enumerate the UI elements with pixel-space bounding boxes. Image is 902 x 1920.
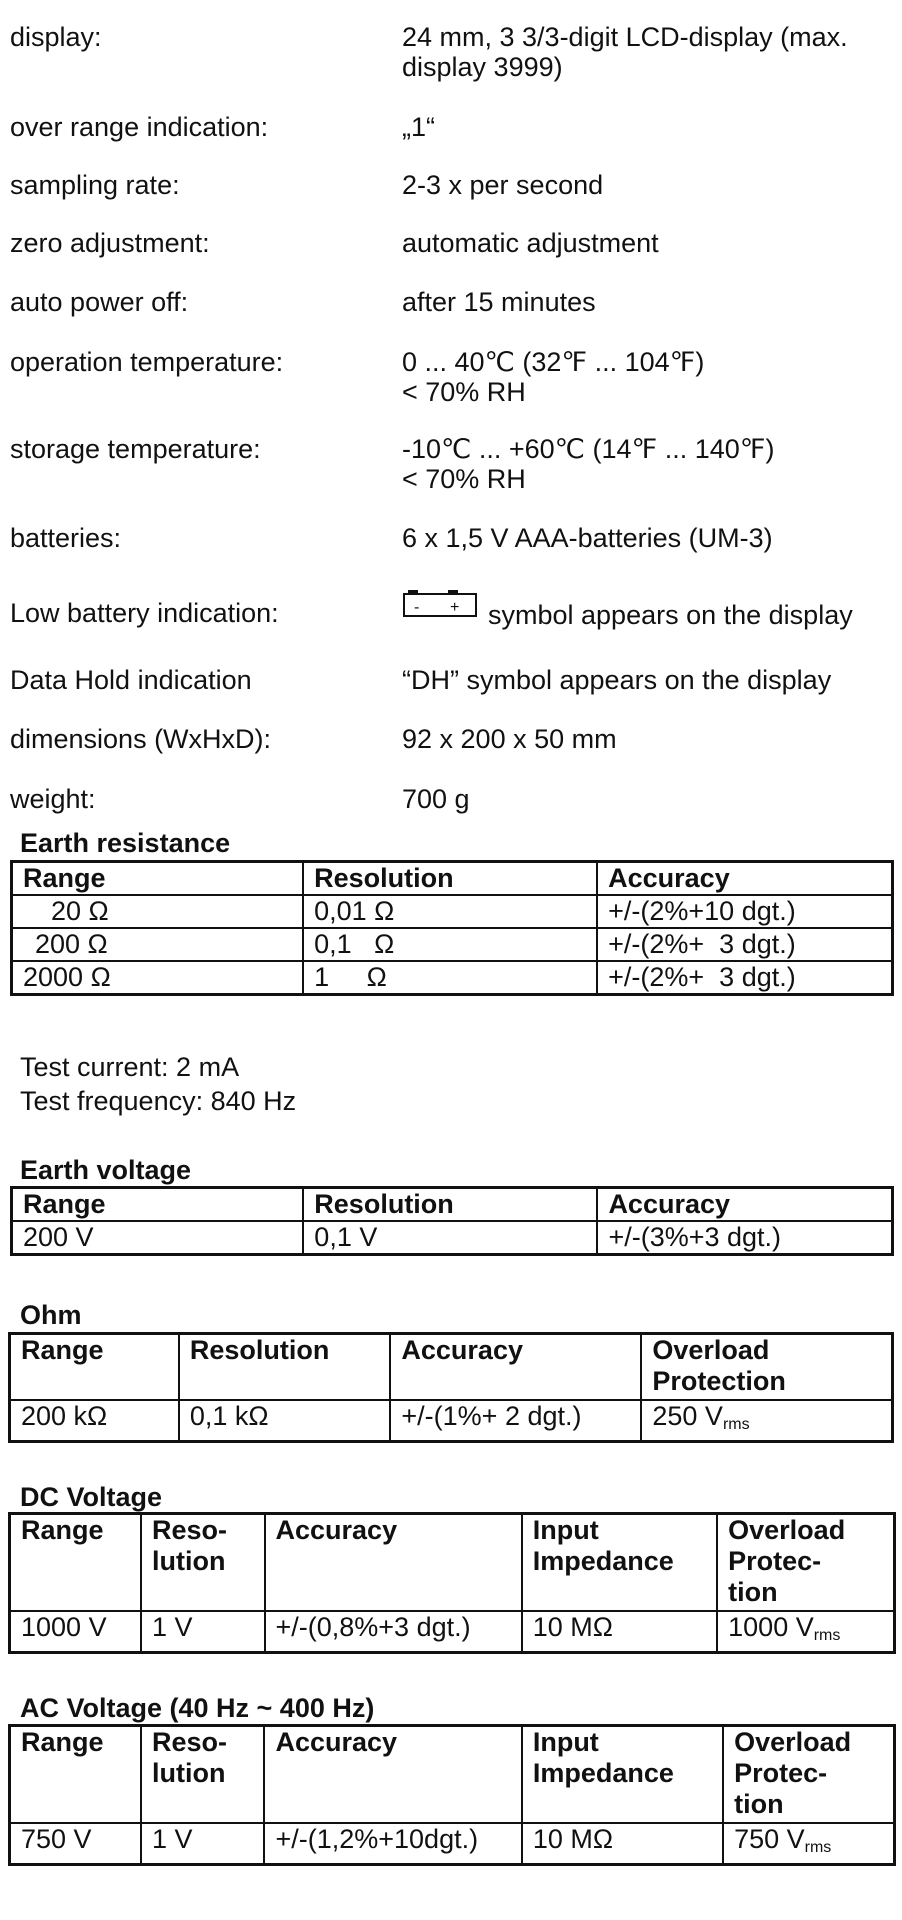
test-current: Test current: 2 mA <box>20 1052 240 1082</box>
spec-label: zero adjustment: <box>10 228 210 258</box>
header-cell: Range <box>10 1514 142 1612</box>
section-title-earth-resistance: Earth resistance <box>20 828 231 858</box>
spec-label: Low battery indication: <box>10 598 279 628</box>
header-cell: Accuracy <box>597 862 892 896</box>
spec-value: after 15 minutes <box>402 287 596 317</box>
table-row <box>12 895 893 928</box>
table-cell: 250 $V_{rms}$ <box>641 1400 892 1442</box>
table-header-row <box>10 1334 893 1401</box>
header-cell: Accuracy <box>264 1726 521 1824</box>
header-cell: Accuracy <box>597 1188 892 1222</box>
table-cell: 200 V <box>12 1221 304 1255</box>
spec-label: sampling rate: <box>10 170 180 200</box>
table-cell: 0,1 Ω <box>303 928 597 961</box>
spec-value: 0 ... 40℃ (32℉ ... 104℉) < 70% RH <box>402 347 705 407</box>
spec-label: display: <box>10 22 102 52</box>
spec-value: 6 x 1,5 V AAA-batteries (UM-3) <box>402 523 773 553</box>
spec-label: batteries: <box>10 523 122 553</box>
table-header-row <box>12 862 893 896</box>
section-title-ohm: Ohm <box>20 1300 82 1330</box>
section-title-earth-voltage: Earth voltage <box>20 1155 192 1185</box>
test-frequency: Test frequency: 840 Hz <box>20 1086 297 1116</box>
table-header-row <box>12 1188 893 1222</box>
table-cell: 10 MΩ <box>522 1823 723 1865</box>
table-cell: 1000 V <box>10 1611 142 1653</box>
spec-value: 92 x 200 x 50 mm <box>402 724 617 754</box>
table-cell: 750 $V_{rms}$ <box>723 1823 894 1865</box>
table-cell: +/-(1%+ 2 dgt.) <box>390 1400 641 1442</box>
table-row <box>12 961 893 995</box>
header-cell: Resolution <box>303 1188 597 1222</box>
spec-label: storage temperature: <box>10 434 261 464</box>
header-cell: Accuracy <box>390 1334 641 1401</box>
table-cell: +/-(0,8%+3 dgt.) <box>265 1611 522 1653</box>
header-cell: Accuracy <box>265 1514 522 1612</box>
spec-label: dimensions (WxHxD): <box>10 724 272 754</box>
table-cell: 750 V <box>10 1823 141 1865</box>
table-row <box>10 1400 893 1442</box>
table-row <box>10 1823 895 1865</box>
header-cell: Range <box>10 1726 141 1824</box>
table-cell: 200 Ω <box>12 928 304 961</box>
spec-value: 24 mm, 3 3/3-digit LCD-display (max. display 3999) <box>402 22 848 82</box>
battery-icon <box>402 598 478 626</box>
header-cell: Overload Protec- tion <box>717 1514 894 1612</box>
table-cell: 10 MΩ <box>522 1611 717 1653</box>
header-cell: Input Impedance <box>522 1514 717 1612</box>
svg-text:-: - <box>414 599 420 616</box>
spec-value: “DH” symbol appears on the display <box>402 665 832 695</box>
svg-text:+: + <box>450 599 460 616</box>
table-cell: 1 V <box>141 1611 265 1653</box>
table-cell: +/-(2%+ 3 dgt.) <box>597 928 892 961</box>
ohm-table <box>8 1332 894 1443</box>
table-row <box>10 1611 895 1653</box>
section-title-dc-voltage: DC Voltage <box>20 1482 163 1512</box>
spec-label: over range indication: <box>10 112 269 142</box>
table-cell: 200 kΩ <box>10 1400 179 1442</box>
section-title-ac-voltage: AC Voltage (40 Hz ~ 400 Hz) <box>20 1693 375 1723</box>
spec-label: Data Hold indication <box>10 665 252 695</box>
spec-label: auto power off: <box>10 287 189 317</box>
table-cell: 0,1 kΩ <box>179 1400 391 1442</box>
header-cell: Resolution <box>179 1334 391 1401</box>
header-cell: Overload Protection <box>641 1334 892 1401</box>
dc-voltage-table <box>8 1512 896 1654</box>
table-cell: 0,1 V <box>303 1221 597 1255</box>
ac-voltage-table <box>8 1724 896 1866</box>
table-header-row <box>10 1514 895 1612</box>
table-cell: +/-(2%+ 3 dgt.) <box>597 961 892 995</box>
earth-voltage-table <box>10 1186 894 1256</box>
spec-value: -10℃ ... +60℃ (14℉ ... 140℉) < 70% RH <box>402 434 775 494</box>
table-cell: 2000 Ω <box>12 961 304 995</box>
table-cell: 1 V <box>141 1823 264 1865</box>
table-cell: 20 Ω <box>12 895 304 928</box>
table-cell: +/-(1,2%+10dgt.) <box>264 1823 521 1865</box>
table-cell: +/-(2%+10 dgt.) <box>597 895 892 928</box>
spec-value: „1“ <box>402 112 435 142</box>
spec-value: 2-3 x per second <box>402 170 604 200</box>
header-cell: Reso- lution <box>141 1726 264 1824</box>
table-cell: 0,01 Ω <box>303 895 597 928</box>
header-cell: Resolution <box>303 862 597 896</box>
table-cell: +/-(3%+3 dgt.) <box>597 1221 892 1255</box>
table-cell: 1000 $V_{rms}$ <box>717 1611 894 1653</box>
header-cell: Range <box>12 862 304 896</box>
spec-label: operation temperature: <box>10 347 284 377</box>
header-cell: Reso- lution <box>141 1514 265 1612</box>
table-row <box>12 928 893 961</box>
table-cell: 1 Ω <box>303 961 597 995</box>
earth-resistance-table <box>10 860 894 996</box>
table-row <box>12 1221 893 1255</box>
table-header-row <box>10 1726 895 1824</box>
header-cell: Range <box>10 1334 179 1401</box>
spec-value: automatic adjustment <box>402 228 659 258</box>
header-cell: Input Impedance <box>522 1726 723 1824</box>
header-cell: Range <box>12 1188 304 1222</box>
spec-value: 700 g <box>402 784 470 814</box>
spec-value: - + symbol appears on the display <box>402 598 902 630</box>
header-cell: Overload Protec- tion <box>723 1726 894 1824</box>
spec-label: weight: <box>10 784 96 814</box>
